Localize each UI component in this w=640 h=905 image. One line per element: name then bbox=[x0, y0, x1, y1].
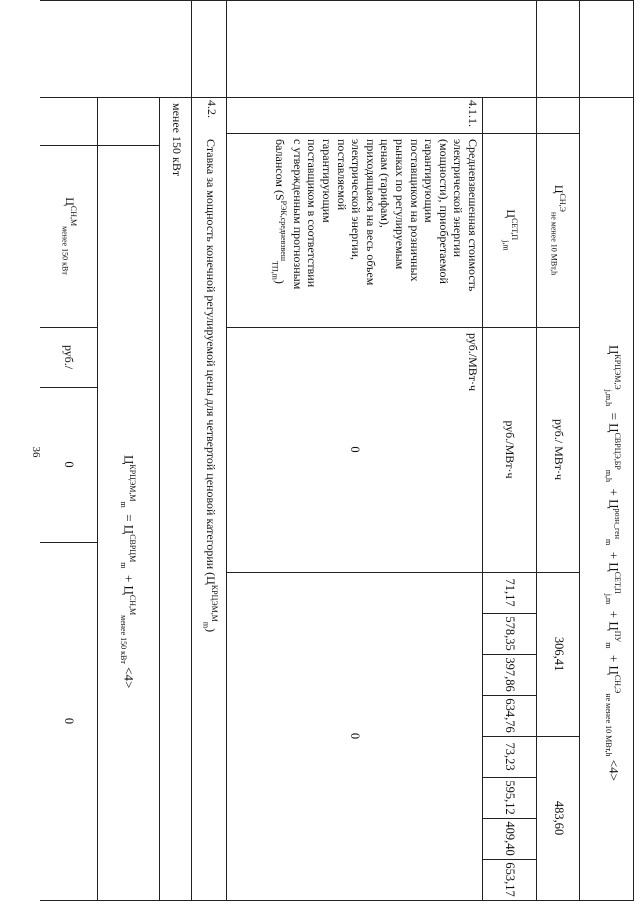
cn-e-value-left: 306,41 bbox=[552, 636, 566, 672]
set-value-5: 73,23 bbox=[503, 742, 518, 771]
cn-m-unit: руб./ bbox=[62, 344, 77, 370]
row-number-42: 4.2. bbox=[205, 100, 219, 118]
row-150-label: менее 150 кВт bbox=[170, 103, 184, 177]
formula-1: $Ц^{КРЦЭМ,Э}_{j,m,h} = Ц^{СВРЦЭ,БР}_{m,h} + Ц^{розн\_ген}_m + Ц^{СЕТ,П}_{j,m} + Ц^{ПУ}_m + Ц^{СН,Э}_{не менее 10 МВт,h} <4>$ bbox=[604, 345, 622, 781]
set-value-4: 634,76 bbox=[503, 698, 518, 733]
row-411-value-left: 0 bbox=[348, 446, 363, 453]
cn-m-label: $Ц^{СН,М}_{менее 150 кВт}$ bbox=[60, 197, 78, 275]
row-411-unit: руб./МВт·ч bbox=[466, 333, 480, 392]
page-number: 36 bbox=[30, 446, 42, 458]
formula-2: $Ц^{КРЦЭМ,М}_m = Ц^{СВРЦМ}_m + Ц^{СН,М}_{менее 150 кВт} <4>$ bbox=[119, 455, 137, 689]
set-value-8: 653,17 bbox=[503, 862, 518, 897]
set-value-2: 578,35 bbox=[503, 616, 518, 651]
row-42-text: Ставка за мощность конечной регулируемой цены для четвертой ценовой категории $(Ц^{КРЦЭМ,М}_m)$ bbox=[201, 139, 219, 633]
cn-m-value-left: 0 bbox=[62, 461, 77, 468]
row-411-value-right: 0 bbox=[348, 732, 363, 740]
cn-e-unit: руб./ МВт·ч bbox=[552, 418, 566, 481]
set-label: $Ц^{СЕТ,П}_{j,m}$ bbox=[501, 209, 519, 251]
cn-e-value-right: 483,60 bbox=[552, 800, 566, 836]
set-value-1: 71,17 bbox=[503, 578, 518, 607]
rotated-table-page bbox=[40, 0, 640, 905]
set-value-7: 409,40 bbox=[503, 821, 518, 856]
row-number-411: 4.1.1. bbox=[466, 100, 480, 127]
row-411-description: Средневзвешенная стоимость электрической энергии (мощности), приобретаемой гарантирующим поставщиком на розничных рынках по регулируемым ценам (тарифам), приходящаяся на весь объем электрической энергии, поставляемой гарантирующим поставщиком в соответствии с утвержденным прогнозным балансом $(S^{РЭК,средневзвеш}_{ТП,m})$ bbox=[270, 139, 480, 292]
set-value-3: 397,86 bbox=[503, 657, 518, 692]
set-value-6: 595,12 bbox=[503, 780, 518, 815]
cn-m-value-right: 0 bbox=[62, 717, 77, 725]
set-unit: руб./МВт·ч bbox=[503, 420, 518, 479]
cn-e-label: $Ц^{СН,Э}_{не менее 10 МВт,h}$ bbox=[549, 184, 568, 276]
